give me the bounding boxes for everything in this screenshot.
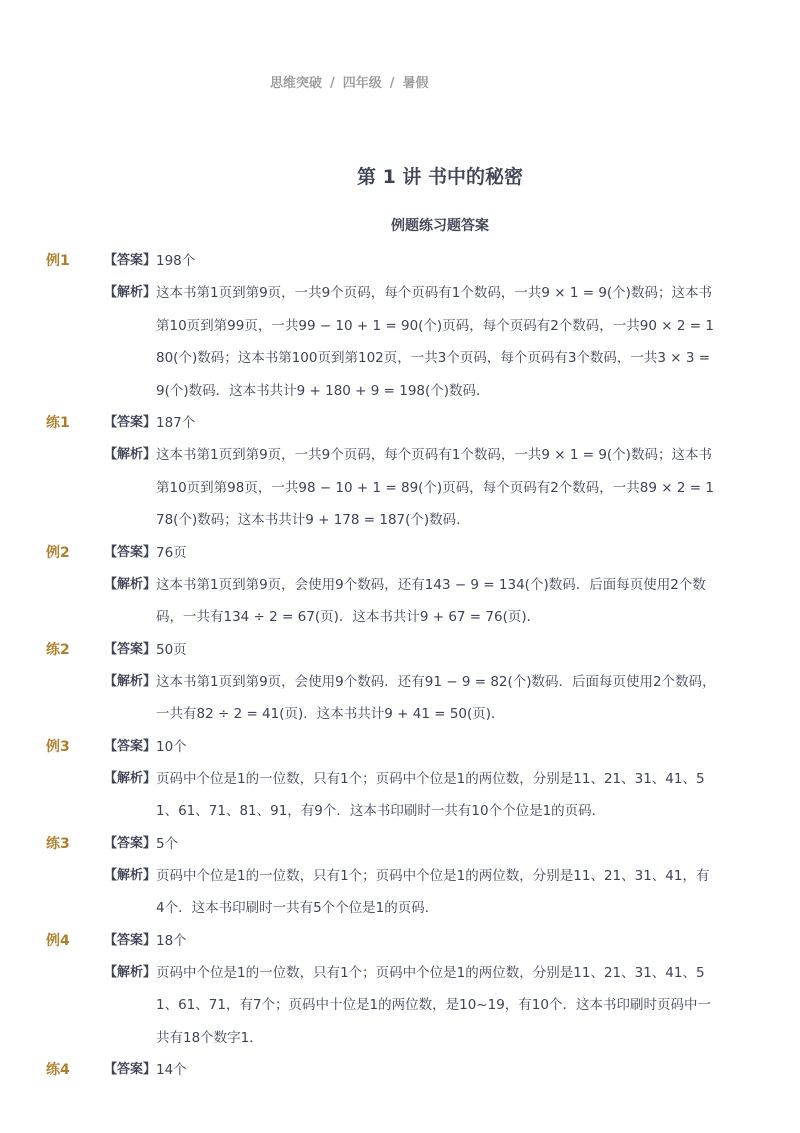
- answer-row: [0, 731, 800, 763]
- answer-row: [0, 925, 800, 957]
- analysis-text: 这本书第1页到第9页，会使用9个数码，还有143 − 9 = 134(个)数码．后面每页使用2个数码，一共有134 ÷ 2 = 67(页)．这本书共计9 + 67 = 76(页)．: [156, 576, 706, 625]
- analysis-text: 这本书第1页到第9页，一共9个页码，每个页码有1个数码，一共9 × 1 = 9(个)数码；这本书第10页到第98页，一共98 − 10 + 1 = 89(个)页码，每个页码有2个数码，一共89 × 2 = 178(个)数码；这本书共计9 + 178 = 187(个)数码．: [156, 447, 714, 528]
- analysis-row: [0, 569, 800, 634]
- answer-text: 10个: [156, 738, 187, 755]
- answer-text: 14个: [156, 1062, 187, 1078]
- item-label: 例2: [46, 544, 70, 561]
- answer-text: 187个: [156, 415, 196, 431]
- analysis-tag: 【解析】: [104, 867, 157, 883]
- answer-tag: 【答案】: [104, 835, 157, 851]
- answer-text: 198个: [156, 253, 196, 269]
- answer-tag: 【答案】: [104, 1062, 157, 1077]
- page-title: 第 1 讲 书中的秘密: [356, 166, 524, 188]
- analysis-tag: 【解析】: [104, 576, 157, 592]
- answer-tag: 【答案】: [104, 253, 157, 268]
- answer-list: [0, 245, 800, 1086]
- answer-tag: 【答案】: [104, 544, 157, 560]
- answer-item: [0, 731, 800, 828]
- analysis-text: 页码中个位是1的一位数，只有1个；页码中个位是1的两位数，分别是11、21、31、41，有4个．这本书印刷时一共有5个个位是1的页码．: [156, 867, 710, 916]
- answer-tag: 【答案】: [104, 641, 157, 657]
- answer-item: [0, 828, 800, 925]
- item-label: 例3: [46, 738, 70, 755]
- answer-text: 18个: [156, 932, 187, 949]
- section-subtitle: 例题练习题答案: [391, 218, 489, 234]
- breadcrumb-subject: 思维突破: [270, 76, 323, 91]
- answer-row: [0, 1054, 800, 1086]
- answer-item: [0, 245, 800, 407]
- item-label: 练3: [46, 835, 70, 852]
- analysis-row: [0, 957, 800, 1055]
- answer-tag: 【答案】: [104, 415, 157, 430]
- analysis-row: [0, 666, 800, 731]
- breadcrumb: [270, 72, 429, 91]
- item-label: 例1: [46, 253, 70, 269]
- analysis-row: [0, 763, 800, 828]
- answer-item: [0, 925, 800, 1055]
- answer-row: [0, 407, 800, 439]
- answer-row: [0, 634, 800, 666]
- analysis-tag: 【解析】: [104, 770, 157, 786]
- analysis-row: [0, 860, 800, 925]
- analysis-tag: 【解析】: [104, 673, 157, 689]
- answer-row: [0, 828, 800, 860]
- item-label: 例4: [46, 932, 70, 949]
- answer-text: 50页: [156, 641, 187, 658]
- breadcrumb-separator: /: [389, 76, 395, 91]
- breadcrumb-separator: /: [330, 76, 335, 91]
- breadcrumb-term: 暑假: [402, 76, 429, 91]
- answer-row: [0, 245, 800, 277]
- analysis-tag: 【解析】: [104, 285, 157, 300]
- answer-tag: 【答案】: [104, 932, 157, 948]
- analysis-text: 这本书第1页到第9页，一共9个页码，每个页码有1个数码，一共9 × 1 = 9(个)数码；这本书第10页到第99页，一共99 − 10 + 1 = 90(个)页码，每个页码有2个数码，一共90 × 2 = 180(个)数码；这本书第100页到第102页，一共3个页码，每个页码有3个数码，一共3 × 3 = 9(个)数码．这本书共计9 + 180 + 9 = 198(个)数码．: [156, 285, 714, 399]
- breadcrumb-grade: 四年级: [342, 76, 382, 91]
- answer-text: 76页: [156, 544, 187, 561]
- answer-text: 5个: [156, 835, 179, 852]
- analysis-row: [0, 277, 800, 407]
- analysis-text: 页码中个位是1的一位数，只有1个；页码中个位是1的两位数，分别是11、21、31、41、51、61、71，有7个；页码中十位是1的两位数，是10~19，有10个．这本书印刷时页码中一共有18个数字1．: [156, 964, 711, 1046]
- analysis-tag: 【解析】: [104, 447, 157, 462]
- analysis-text: 页码中个位是1的一位数，只有1个；页码中个位是1的两位数，分别是11、21、31、41、51、61、71、81、91，有9个．这本书印刷时一共有10个个位是1的页码．: [156, 770, 705, 819]
- analysis-tag: 【解析】: [104, 964, 157, 980]
- answer-item: [0, 407, 800, 537]
- answer-row: [0, 537, 800, 569]
- answer-item: [0, 634, 800, 731]
- analysis-row: [0, 439, 800, 537]
- item-label: 练1: [46, 415, 70, 431]
- item-label: 练2: [46, 641, 70, 658]
- analysis-text: 这本书第1页到第9页，会使用9个数码．还有91 − 9 = 82(个)数码．后面每页使用2个数码，一共有82 ÷ 2 = 41(页)．这本书共计9 + 41 = 50(页)．: [156, 673, 716, 722]
- item-label: 练4: [46, 1062, 70, 1078]
- answer-tag: 【答案】: [104, 738, 157, 754]
- answer-item: [0, 1054, 800, 1086]
- answer-item: [0, 537, 800, 634]
